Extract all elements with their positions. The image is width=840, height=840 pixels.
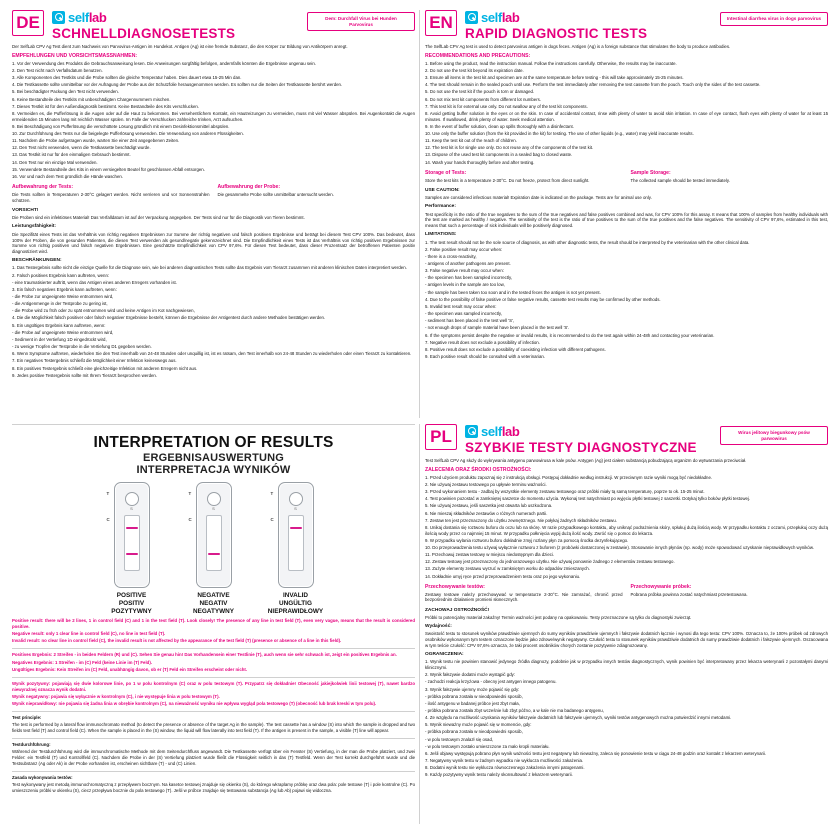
interpretation-title-de: ERGEBNISAUSWERTUNG	[142, 452, 285, 464]
list-item: 1. Das Testergebnis sollte nicht die einzige Quelle für die Diagnose sein, wie bei anderen diagnostischen Tests sollte das Ergebnis vom Tierarzt zusammen mit anderen klinischen Daten interpretiert werden.	[12, 265, 407, 271]
list-item: 12. Zestaw testowy jest przeznaczony do jednorazowego użytku. Nie używaj ponownie żadnego z elementów zestawu testowego.	[425, 559, 675, 565]
brand-block-en	[465, 10, 647, 41]
sample-well	[125, 492, 139, 506]
list-item: 4. Die die Möglichkeit falsch positiver oder falsch negativer Ergebnisse besteht, können die Ergebnisse der Antigentest durch andere Methoden bestätigen werden.	[12, 315, 326, 321]
panel-title-de: SCHNELLDIAGNOSETESTS	[52, 26, 236, 41]
performance-text-pl: Swoistość testu to stosunek wyników prawdziwie ujemnych do sumy wyników prawdziwie ujemnych i fałszywie dodatnich łącznie i wynosi dla tego testu: CPV 100%. Oznacza to, że 100% próbek od zdrowych osobników wykonanym tym testem oznaczone będzie jako zdrowe/wynik negatywny. Czułość testu to stosunek wyników prawdziwie dodatnich do sumy prawdziwie dodatnich i fałszywie ujemnych. Oszacowana w tym teście czułość: CPV 97,6% oznacza, że taki procent osobników chorych zostanie pozytywnie zdiagnozowany.	[425, 631, 828, 648]
list-item: 3. Ein falsch negatives Ergebnis kann auftreten, wenn:	[12, 286, 117, 292]
list-item: - Sediment in der Vertiefung 1D eingedrückt wird,	[12, 336, 107, 342]
list-item: 4. Due to the possibility of false positive or false negative results, cassette test results may be confirmed by other methods.	[425, 296, 661, 302]
list-item: - zachodzi reakcja krzyżowa - obecny jest antygen innego patogenu.	[425, 679, 557, 685]
list-item: 3. False negative result may occur when:	[425, 268, 504, 274]
list-item: 15. Verwendete Bestandteile des Kits in einem versiegelten Beutel für geschlossen Abfall entsorgen.	[12, 166, 205, 172]
test-line-label: T	[270, 491, 274, 496]
product-badge-pl: Wirus jelitowy biegunkowy psów parwowirus	[720, 426, 828, 445]
list-item: 3. Ensure all items in the test kit and specimen are at the same temperature before testing - this will take approximately 15-25 minutes.	[425, 75, 684, 81]
result-label-pl: NIEPRAWIDŁOWY	[267, 608, 324, 615]
list-item: 6. If the symptoms persist despite the negative or invalid results, it is recommended to do the test again within 24-48h and contacting your veterinarian.	[425, 332, 715, 338]
interpretation-legend	[12, 618, 415, 793]
list-item: 3. Przed wykonaniem testu - zadbaj by wszystkie elementy zestawu testowego oraz próbki miały tą samą temperaturę, poprze to ok. 15-25 minut.	[425, 489, 705, 495]
test-principle-de	[12, 742, 415, 767]
list-item: 5. Ein ungültiges Ergebnis kann auftreten, wenn:	[12, 322, 106, 328]
result-label-pl: NEGATYWNY	[192, 608, 235, 615]
cassette-negative	[186, 482, 242, 616]
storage-heading-pl: Przechowywanie testów:	[425, 583, 486, 590]
list-item: 5. Bei beschädigter Packung den Test nicht verwenden.	[12, 89, 119, 95]
list-item: 5. Do not use the test kit if the pouch is torn or damaged.	[425, 89, 535, 95]
panel-de-body	[12, 44, 415, 378]
result-window	[124, 515, 140, 571]
brand-logo-en	[465, 10, 647, 25]
list-item: 11. Przechowuj zestaw testowy w miejscu niedostępnym dla dzieci.	[425, 552, 555, 558]
control-line-label: C	[188, 517, 192, 522]
test-band	[290, 527, 302, 529]
list-item: 9. Każdy pozytywny wynik testu należy skonsultować z lekarzem weterynarii.	[425, 772, 573, 778]
result-label-en: NEGATIVE	[197, 592, 230, 599]
list-item: 2. Nie używaj zestawu testowego po upływie terminu ważności.	[425, 481, 547, 487]
selflab-logo-icon	[465, 425, 478, 438]
list-item: 8. Dodatni wynik testu nie wyklucza równoczesnego zakażenia innymi patogenami.	[425, 765, 585, 771]
caution-text-pl: Próbki to potencjalny materiał zakaźny! Termin ważności jest podany na opakowaniu. Testy przeznaczone są tylko do diagnostyki zwierząt.	[425, 615, 692, 621]
list-item: 13. Das Testkit ist nur für den einmaligen Gebrauch bestimmt.	[12, 152, 131, 158]
recommend-heading-pl: ZALECENIA ORAZ ŚRODKI OSTROŻNOŚCI:	[425, 466, 532, 473]
result-label-negative	[193, 592, 234, 616]
sample-well	[289, 492, 303, 506]
panel-en-header	[425, 10, 828, 44]
list-item: - próbka pobrana została zbyt wcześnie lub zbyt późno, a w kale nie ma badanego antygenu,	[425, 708, 604, 713]
recommend-list-pl	[425, 475, 828, 580]
list-item: - próbka pobrana została w nieodpowiedni sposób,	[425, 693, 523, 699]
list-item: - sediment has been placed in the test well 'S',	[425, 318, 515, 324]
sample-well-label: S	[212, 506, 215, 511]
list-item: 11. Nachdem die Probe aufgetragen wurde, warten Sie einer Zeit angegebenen Zeiten.	[12, 138, 180, 144]
list-item: 6. Jeśli objawy występują pobrano płyn wynik ważności testu jest negatywny lub nieważny, zaleca się ponowienie testu w ciągu 24-48 godzin oraz kontakt z lekarzem weterynarii.	[425, 750, 767, 756]
panel-title-en: RAPID DIAGNOSTIC TESTS	[465, 26, 648, 41]
list-item: 12. The test kit is for single use only. Do not reuse any of the components of the test kit.	[425, 145, 594, 151]
list-item: 7. Dieses Testkit ist für den Außendiagnostik bestimmt. Keine Bestandteile des Kits verschlucken.	[12, 103, 200, 109]
list-item: 14. Dokładnie umyj ręce przed przeprowadzeniem testu oraz po jego wykonaniu.	[425, 573, 581, 579]
caution-text-de: Die Proben sind ein infektiöses Material! Das Verfalldatum ist auf der Verpackung angegeben. Der Tests sind nur für die Diagnostik von Tieren bestimmt.	[12, 215, 305, 221]
bottom-panels	[12, 424, 828, 824]
legend-line: The test is performed by a lateral flow immunochromato method (to detect the presence or absence of the target Ag in the sample). The test cassette has a window (S) into which the sample is dropped and two fields test field (T) and control field (C). When the sample is placed in the (S) window, the liquid will flow laterally into test field (T). If the antigen is present in the sample, a visible (T) line will appear.	[12, 722, 415, 734]
test-line-label: T	[188, 491, 192, 496]
brand-block-pl	[465, 424, 697, 455]
interpretation-title-pl: INTERPRETACJA WYNIKÓW	[136, 464, 291, 476]
list-item: 4. Ze względu na możliwość uzyskania wyników fałszywie dodatnich lub fałszywie ujemnych, wyniki testów antygenowych można potwierdzić innymi metodami.	[425, 715, 732, 721]
list-item: 9. In the event of buffer solution, clean up spills thoroughly with a disinfectant.	[425, 123, 574, 129]
cassette-diagrams	[12, 482, 415, 616]
control-line-label: C	[270, 517, 274, 522]
caution-heading-de: VORSICHT!	[12, 207, 39, 213]
performance-heading-pl: Wydajność:	[425, 623, 452, 629]
sample-text-de: Die gesammelte Probe sollte unmittelbar untersucht werden.	[217, 191, 334, 197]
performance-text-en: Test specificity is the ratio of the true negatives to the sum of the true negatives and false positives combined and was, for CPV 100% for this assay. It means that 100% of samples from healthy individuals with the test are marked as healthy / negative. The sensitivity of the test is the ratio of true positives to the sum of the true positives and the false negatives. The sensitivity of CPV 97,6%, estimated in this test, means that such a percentage of sick individuals will be positively diagnosed.	[425, 211, 828, 229]
result-label-de: POSITIV	[118, 600, 145, 607]
storage-text-pl: Zestawy testowe należy przechowywać w temperaturze 2-30°C. Nie zamrażać, chronić przed bezpośrednim działaniem promieni słonecznych.	[425, 591, 623, 603]
list-item: 2. Den Test nicht nach Verfallsdatum benutzen.	[12, 67, 103, 73]
performance-text-de: Die Spezifität eines Tests ist das Verhältnis von richtig negativen Ergebnissen zur Summe der richtig negativen und falsch positiven Ergebnisse und beträgt bei diesem Test CPV 100%. Das bedeutet, dass 100% der Proben, die von gesunden Patienten, die diesen Test verwenden als gesund/negativ gekennzeichnet sind. Die Empfindlichkeit eines Tests ist das Verhältnis von richtig positiven Ergebnissen zur Summe von richtig positiven und falsch negativen Ergebnissen. Eine geschätzte Empfindlichkeit von CPV 97,6%. Für diesen Test bedeutet, dass dieser Prozentsatz der betroffenen Patienten positiv diagnostiziert wird.	[12, 231, 415, 255]
test-principle-pl	[12, 775, 415, 794]
performance-heading-de: Leistungsfähigkeit:	[12, 224, 56, 230]
result-label-de: NEGATIV	[199, 600, 228, 607]
legend-divider	[12, 711, 415, 712]
caution-heading-pl: ZACHOWAJ OSTROŻNOŚĆ!	[425, 607, 490, 613]
intro-en: The SelfLab CPV Ag test is used to detect parvovirus antigen in dogs feces. Antigen (Ag) is a foreign substance that stimulates the body to produce antibodies.	[425, 44, 731, 49]
list-item: 2. Falsch positives Ergebnis kann auftreten, wenn:	[12, 272, 110, 278]
list-item: 5. Invalid test result may occur when:	[425, 303, 497, 309]
sample-text-en: The collected sample should be tested immediately.	[630, 177, 730, 183]
list-item: 1. Wynik testu nie powinien stanowić jedynego źródła diagnozy, podobnie jak w przypadku innych testów diagnostycznych, wynik powinien być interpretowany przez lekarza weterynarii z pozostałymi danymi klinicznymi.	[425, 659, 828, 671]
list-item: - die Probe auf ungeeignete Weise entnommen wird,	[12, 329, 114, 335]
legend-line: Positive result: there will be 2 lines, 1 in control field (C) and 1 in the test field (T). Look closely! The presence of any line in test field (T), even very vague, means that the result is considered positive.	[12, 618, 415, 629]
test-principle-en	[12, 715, 415, 734]
control-band	[126, 553, 138, 555]
list-item: - próbka pobrana została w nieodpowiedni sposób,	[425, 729, 523, 735]
list-item: - not enough drops of sample material have been placed in the test well 'S'.	[425, 325, 570, 331]
limitations-list-en	[425, 240, 828, 360]
test-device	[270, 482, 314, 588]
list-item: 11. Keep the test kit out of the reach of children.	[425, 138, 517, 144]
sample-text-pl: Pobrana próbka powinna zostać natychmiast przetestowana.	[630, 591, 748, 597]
column-divider	[419, 10, 420, 418]
positive-result-de	[12, 652, 415, 672]
legend-line: Während der Testdurchführung wird die immunchromatische Methode mit dem Seitendurchfluss angewandt. Die Testkassette verfügt über ein Fenster (S) Vertiefung, in der man die Probe platziert, und zwei Felder: ein Testfeld (T) und Kontrollfeld (C). Nachdem die Probe in der (S) Vertiefung platziert wurde fließt die Flüssigkeit seitlich in das (T) Testfeld. Wenn der Test korrekt durchgeführt wurde und die Testsubstanz (Ag oder Ak) in der Probe vorhanden ist, erscheinen sichtbare (T) - und (C) Linien.	[12, 749, 415, 766]
test-device	[188, 482, 232, 588]
list-item: - w polu testowym zostało umieszczone za mało kropli materiału.	[425, 743, 550, 749]
result-label-en: POSITIVE	[116, 592, 147, 599]
section-divider	[12, 424, 415, 425]
list-item: - die Probe zur ungeeignete Weise entnommen wird,	[12, 294, 114, 299]
limitations-list-pl	[425, 659, 828, 778]
legend-line: Testdurchführung:	[12, 741, 51, 747]
list-item: - antigen levels in the sample are too low,	[425, 282, 505, 288]
list-item: 3. Alle Komponenten des Testkits und die Probe sollten die gleiche Temperatur haben. Dies dauert etwa 15-25 Min dan.	[12, 75, 242, 81]
list-item: 9. W przypadku wylania roztworu buforu dokładnie zmyj rozlany płyn za pomocą środka dezynfekującego.	[425, 537, 629, 543]
list-item: 10. Zur Durchführung des Tests nur die beigelegte Pufferlösung verwenden. Die Verwendung von anderen Flüssigkeiten.	[12, 130, 244, 136]
legend-line: Wynik negatywny: pojawia się wyłącznie w kontrolnym (C), i nie występuje linia w polu testowym (T).	[12, 693, 220, 699]
list-item: 3. Wynik fałszywie ujemny może pojawić się gdy:	[425, 686, 520, 692]
caution-text-en: Samples are considered infectious material! Expiration date is indicated on the package. Tests are for animal use only.	[425, 195, 652, 201]
list-item: - die Probe wird zu früh oder zu spät entnommen wird und keine Antigen im Kot nachgewiesen,	[12, 308, 195, 314]
panel-de-header	[12, 10, 415, 44]
list-item: 13. Zużyte elementy zestawu wyrzuć w zamkniętym worku do odpadów zmieszanych.	[425, 566, 590, 572]
panel-en-body	[425, 44, 828, 360]
list-item: 2. Do not use the test kit beyond its expiration date.	[425, 67, 524, 73]
selflab-logo-icon	[465, 11, 478, 24]
cassette-invalid	[268, 482, 324, 616]
intro-pl: Test SelfLab CPV Ag służy do wykrywania antygenu parwowirusa w kale psów. Antygen (Ag) jest ciałem substancją pobudzającą organizm do wytwarzania przeciwciał.	[425, 458, 747, 463]
brand-wordmark-pl: selflab	[481, 424, 520, 439]
list-item: - die Antigenmenge in der Testprobe zu gering ist,	[12, 301, 108, 307]
positive-result-pl	[12, 681, 415, 707]
product-badge-de: Dem: Durchfall Virus bei Hunden Parvovirus	[307, 12, 415, 31]
legend-line: Wynik pozytywny: pojawiają się dwie kolorowe linie, po 1 w polu kontrolnym (C) oraz w polu testowym (T). Przypatrz się dokładnie! Obecność jakiejkolwiek linii testowej (T), nawet bardzo niewyraźnej oznacza wynik dodatni.	[12, 680, 415, 692]
top-panels	[12, 10, 828, 418]
list-item: 6. Keine Bestandteile des Testkits mit unbeschädigten Chargennummern mischen.	[12, 96, 171, 102]
column-divider	[419, 424, 420, 824]
list-item: 4. The test should remain in the sealed pouch until use. Perform the test immediately after removing the test cassette from the pouch. Touch only the sides of the test cassette.	[425, 82, 761, 88]
panel-pl	[425, 424, 828, 824]
list-item: 7. Negatywny wynik testu w żadnym wypadku nie wyklucza możliwości zakażenia.	[425, 758, 584, 764]
list-item: 2. Wynik fałszywie dodatni może wystąpić gdy:	[425, 672, 516, 678]
legend-divider	[12, 677, 415, 678]
list-item: 12. Den Test nicht verwenden, wenn die Testkassette beschädigt wurde.	[12, 145, 151, 151]
list-item: 1. Vor der Verwendung des Produkts die Gebrauchsanweisung lesen. Die Anweisungen sorgfältig befolgen, andernfalls könnten die Ergebnisse ungenau sein.	[12, 60, 317, 66]
list-item: - ilość antygenu w badanej próbce jest zbyt mała,	[425, 700, 520, 706]
sample-well-label: S	[294, 506, 297, 511]
list-item: - the specimen has been sampled incorrectly,	[425, 275, 513, 281]
list-item: - there is a cross-reactivity,	[425, 253, 477, 259]
storage-row-pl	[425, 581, 828, 605]
brand-logo-pl	[465, 424, 697, 439]
list-item: 16. Vor und nach dem Test gründlich die Hände waschen.	[12, 173, 123, 179]
test-line-label: T	[106, 491, 110, 496]
list-item: 7. Ein negatives Testergebnis schließt die Möglichkeit einer Infektion keineswegs aus.	[12, 358, 177, 364]
caution-heading-en: USE CAUTION:	[425, 187, 460, 193]
legend-line: Wynik nieprawidłowy: nie pojawia się żadna linia w obrębie kontrolnym (C), na nieważność wyniku nie wpływa wygląd pola testowego (T) (obecność lub brak kreski w tym polu).	[12, 701, 377, 707]
recommend-heading-de: EMPFEHLUNGEN UND VORSICHTSMASSNAHMEN:	[12, 52, 138, 59]
list-item: 7. Zestaw ten jest przeznaczony do użytku zewnętrznego. Nie połykaj żadnych składników zestawu.	[425, 517, 617, 523]
result-label-invalid	[268, 592, 323, 616]
list-item: 8. Unikaj dostania się roztworu buforu do oczu lub na skórę. W razie przypadkowego kontaktu, aby uniknąć podrażnienia skóry, spłukuj dużą ilością wody. W przypadku kontaktu z oczami, przepłukuj oczy dużą ilością wody przez co najmniej 15 minut. W przypadku połknięcia wypij dużą ilość wody. Zwróć się o pomoc do lekarza.	[425, 524, 828, 536]
list-item: 9. Bei Beschädigung von Pufferlösung die verschüttete Lösung gründlich mit einem Desinfektionsmittel abspülen.	[12, 123, 230, 129]
control-band	[208, 553, 220, 555]
list-item: - w polu testowym znalazł się osad,	[425, 736, 494, 742]
legend-line: Test wykonywany jest metodą immunochromatyczną z przepływem bocznym. Na kasetce testowej znajduje się okienko (S), do którego wkraplamy próbkę oraz dwa pola: pole testowe (T) i pole kontrolne (C). Po umieszczeniu próbki w okienku (S), ciecz przepływa bocznie do pola testowego (T). Jeśli w próbce znajduje się testowana substancja (Ag lub Ab) pojawi się widoczna.	[12, 781, 415, 793]
list-item: 1. Before using the product, read the instruction manual. Follow the instructions carefully. Otherwise, the results may be inaccurate.	[425, 60, 677, 66]
legend-line: Negative result: only 1 clear line in control field (C), no line in test field (T).	[12, 631, 166, 637]
panel-pl-header	[425, 424, 828, 458]
list-item: 14. Wash your hands thoroughly before and after testing.	[425, 159, 535, 165]
list-item: - the sample has been taken too soon and in the tested feces the antigen is not yet present.	[425, 289, 601, 295]
list-item: 7. This test kit is for external use only. Do not swallow any of the test kit components.	[425, 103, 588, 109]
legend-line: Negatives Ergebnis: 1 Streifen - im (C) Feld (keine Linie im (T) Feld).	[12, 659, 152, 665]
positive-result	[12, 618, 415, 644]
legend-divider	[12, 771, 415, 772]
list-item: 6. Nie mieszaj składników zestawów o różnych numerach partii.	[425, 510, 548, 516]
cassette-positive	[104, 482, 160, 616]
storage-row-en	[425, 167, 828, 185]
brand-wordmark-de: selflab	[68, 10, 107, 25]
result-label-pl: POZYTYWNY	[111, 608, 152, 615]
brand-block-de	[52, 10, 235, 41]
panel-pl-body	[425, 458, 828, 778]
panel-en	[425, 10, 828, 418]
language-badge-de: DE	[12, 10, 44, 36]
list-item: 14. Den Test nur ein einzige Mal verwenden.	[12, 159, 98, 165]
list-item: - antigens of another pathogens are present.	[425, 261, 511, 266]
limitations-heading-de: BESCHRÄNKUNGEN:	[12, 257, 62, 263]
legend-line: Zasada wykonywania testów:	[12, 774, 73, 780]
sample-heading-pl: Przechowywanie próbek:	[630, 583, 692, 590]
recommend-list-de	[12, 61, 415, 180]
control-line-label: C	[106, 517, 110, 522]
test-device	[106, 482, 150, 588]
sample-well	[207, 492, 221, 506]
limitations-heading-en: LIMITATIONS:	[425, 231, 457, 237]
list-item: 8. Vermeiden es, die Pufferlösung in die Augen oder auf die Haut zu bekommen. Bei versehentlichem Kontakt, ein Hautreizungen zu vermeiden, muss mit viel Wasser abspülen. Bei Augenkontakt die Augen ermeidenden 15 Minuten lang mit reichlich Wasser spülen. Im Falle der Verschlucken zahlreiche trinken, Arzt aufsuchen.	[12, 110, 415, 122]
list-item: 10. Use only the buffer solution (from the kit provided in the kit) for testing. The use of other liquids (e.g., water) may yield inaccurate results.	[425, 130, 694, 136]
list-item: 9. Each positive result should be consulted with a veterinarian.	[425, 354, 546, 360]
brand-wordmark-en: selflab	[481, 10, 520, 25]
list-item: 2. False positive result may occur when:	[425, 246, 503, 252]
list-item: 6. Do not mix test kit components from different lot numbers.	[425, 96, 542, 102]
recommend-list-en	[425, 61, 828, 166]
language-badge-en: EN	[425, 10, 457, 36]
storage-heading-de: Aufbewahrung der Tests:	[12, 183, 74, 190]
storage-text-en: Store the test kits in a temperature 2-30°C. Do not freeze, protect from direct sunlight.	[425, 177, 590, 183]
limitations-heading-pl: OGRANICZENIA:	[425, 651, 464, 657]
list-item: 4. Die Testkassette sollte unmittelbar vor der Aufragung der Probe aus der Schutzfolie herausgenommen werden. Es sollten nur die Seiten der Testkassette berührt werden.	[12, 82, 343, 88]
list-item: 8. Ein positives Testergebnis schließt eine gleichzeitige Infektion mit anderen Erregern nicht aus.	[12, 365, 198, 371]
list-item: 7. Negative result does not exclude a possibility of infection.	[425, 339, 540, 345]
product-badge-en: Intestinal diarrhea virus in dogs parvovirus	[720, 12, 828, 26]
list-item: 1. The test result should not be the sole source of diagnosis, as with other diagnostic tests, the result should be interpreted by the veterinarian with the other clinical data.	[425, 239, 750, 245]
list-item: - zu wenige Tropfen der Testprobe in die Vertiefung D1 gegeben werden.	[12, 344, 152, 350]
legend-line: Ungültiges Ergebnis: Kein Streifen im (C) Feld, unabhängig davon, ob er (T) Feld ein Streifen erscheint oder nicht.	[12, 666, 248, 672]
language-badge-pl: PL	[425, 424, 457, 450]
panel-title-pl: SZYBKIE TESTY DIAGNOSTYCZNE	[465, 440, 697, 455]
result-label-positive	[111, 592, 151, 616]
limitations-list-de	[12, 265, 415, 378]
list-item: 1. Przed użyciem produktu zapoznaj się z instrukcją obsługi. Postępuj dokładnie według instrukcji. W przeciwnym razie wyniki mogą być niedokładne.	[425, 474, 713, 480]
list-item: 9. Jedes positive Testergebnis sollte mit Ihrem Tierarzt besprochen werden.	[12, 372, 158, 378]
list-item: 8. Positive result does not exclude a possibility of coexisting infection with different pathogens.	[425, 346, 606, 352]
storage-text-de: Die Tests sollten in Temperaturen 2-30°C gelagert werden. Nicht verrieren und vor Sonnenstrahlen schützen.	[12, 191, 210, 203]
performance-heading-en: Performance:	[425, 204, 456, 210]
sample-heading-de: Aufbewahrung der Probe:	[217, 183, 281, 190]
result-window	[206, 515, 222, 571]
list-item: 10. Do przeprowadzenia testu używaj wyłącznie roztworu z buforem (z probówki dostarczonej w zestawie). Stosowanie innych płynów (np. wody) może spowodować uzyskanie nieprawidłowych wyników.	[425, 544, 814, 550]
list-item: 6. Wenn Symptome auftreten, wiederholen Sie den Test innerhalb von 24-48 Stunden oder unquillig ist, ist es ratsam, den Test innerhalb von 24-48 Stunden zu wiederholen oder einen Tierarzt zu kontaktieren.	[12, 351, 412, 357]
interpretation-title-en: INTERPRETATION OF RESULTS	[93, 434, 334, 451]
list-item: - eine traumatisierter auftritt, wenn das Antigen eines anderen Erregers vorhanden ist.	[12, 279, 177, 285]
intro-de: Der SelfLab CPV Ag Test dient zum Nachweis von Parvovirus-Antigen im Hundekot. Antigen (Ag) ist eine fremde Substanz, die den Körper zur Bildung von Antikörpern anregt.	[12, 44, 348, 49]
list-item: 8. Avoid getting buffer solution in the eyes or on the skin. In case of accidental contact, rinse with plenty of water to avoid skin irritation. In case of eye contact, flush eyes with plenty of water for at least 15 minutes. If swallowed, drink plenty of water. Seek medical attention.	[425, 110, 828, 122]
list-item: - the specimen was sampled incorrectly,	[425, 311, 502, 317]
list-item: 13. Dispose of the used test kit components in a sealed bag to closed waste.	[425, 152, 573, 158]
brand-logo-de	[52, 10, 235, 25]
result-window	[288, 515, 304, 571]
selflab-logo-icon	[52, 11, 65, 24]
sample-heading-en: Sample Storage:	[630, 169, 671, 176]
legend-line: Positives Ergebnis: 2 Streifen - in beiden Feldern (R) und (C). Sehen Sie genau hin! Das Vorhandensein einer Testlinie (T), auch wenn sie sehr schwach ist, zeigt ein positives Ergebnis an.	[12, 652, 397, 658]
list-item: 5. Nie używaj zestawu, jeśli saszetka jest otwarta lub uszkodzona.	[425, 503, 553, 509]
result-label-en: INVALID	[282, 592, 309, 599]
storage-row-de	[12, 181, 415, 205]
legend-line: Test principle:	[12, 714, 42, 720]
panel-interpretation	[12, 424, 415, 824]
panel-de	[12, 10, 415, 418]
storage-heading-en: Storage of Tests:	[425, 169, 467, 176]
legend-divider	[12, 648, 415, 649]
sample-well-label: S	[130, 506, 133, 511]
list-item: 4. Test powinien pozostać w zamkniętej saszetce do momentu użycia. Wykonaj test natychmiast po wyjęciu płytki testowej z saszetki. Dotykaj tylko boków płytki testowej.	[425, 496, 751, 502]
legend-divider	[12, 738, 415, 739]
result-label-de: UNGÜLTIG	[279, 600, 312, 607]
recommend-heading-en: RECOMMENDATIONS AND PRECAUTIONS:	[425, 52, 531, 59]
legend-line: Invalid result: no clear line in control field (C), the invalid result is not affected by the appearance of the test field (T) (presence or absence of a line in this field).	[12, 638, 342, 644]
test-band	[126, 527, 138, 529]
list-item: 5. Wynik nieważny może pojawić się w momencie, gdy:	[425, 722, 532, 728]
